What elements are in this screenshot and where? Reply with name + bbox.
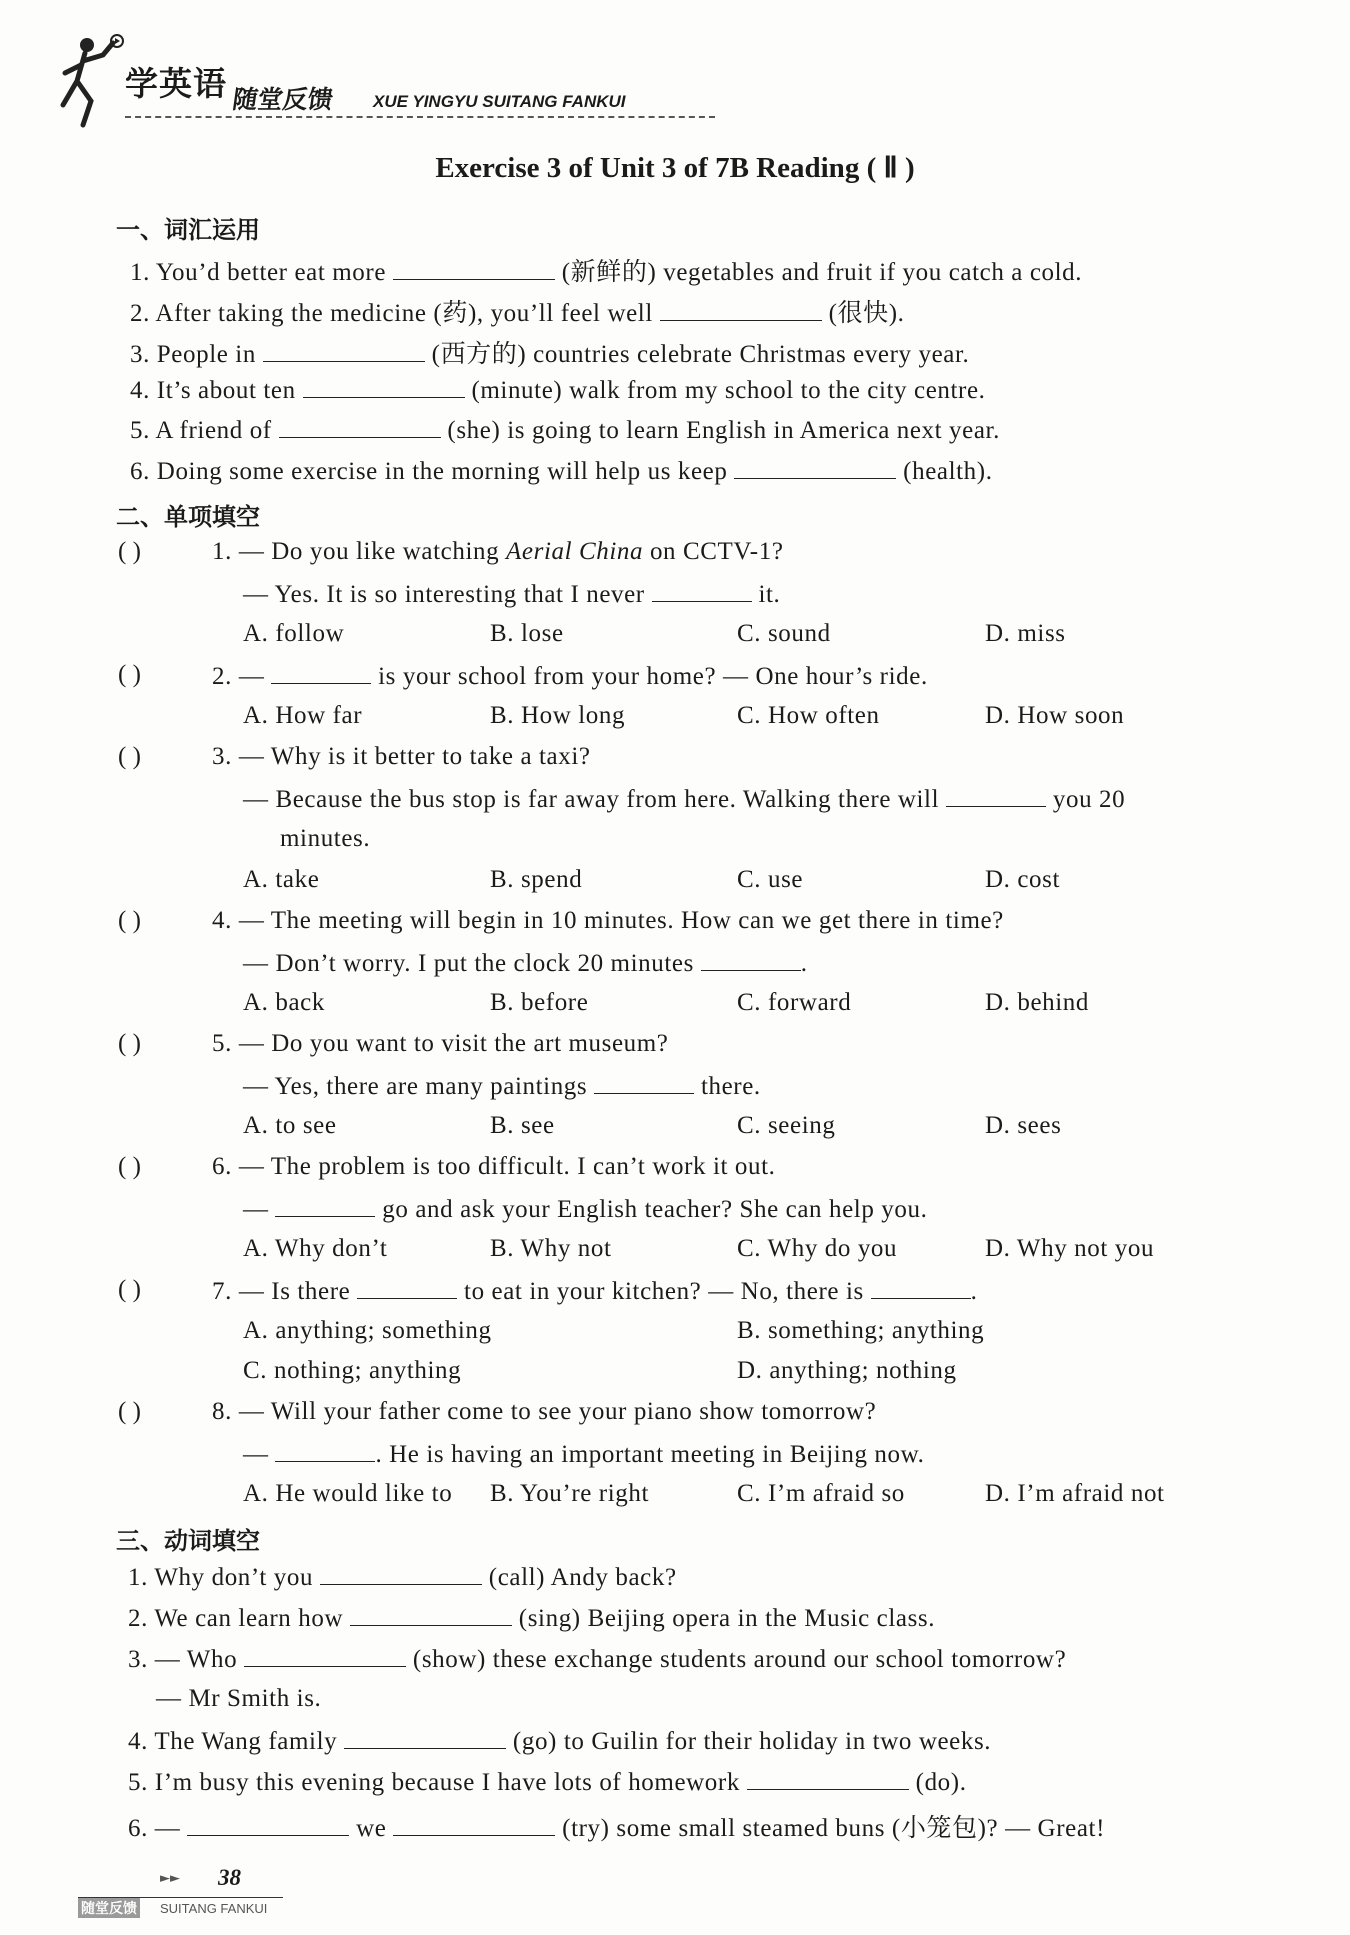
verb-item-4: 4. The Wang family (go) to Guilin for their holiday in two weeks. [128, 1728, 992, 1755]
mc-q5-line2: — Yes, there are many paintings there. [243, 1073, 761, 1100]
verb-item-2: 2. We can learn how (sing) Beijing opera in the Music class. [128, 1605, 936, 1632]
header-divider [125, 116, 715, 118]
mc-q8-option-b[interactable]: B. You’re right [490, 1480, 650, 1507]
answer-blank[interactable] [303, 375, 465, 398]
mc-q1-line1: 1. — Do you like watching Aerial China on CCTV-1? [212, 538, 784, 565]
mc-q2-option-b[interactable]: B. How long [490, 702, 626, 729]
section-heading-verb-fill: 三、动词填空 [116, 1527, 260, 1555]
mc-q8-option-d[interactable]: D. I’m afraid not [985, 1480, 1165, 1507]
vocab-item-2: 2. After taking the medicine (药), you’ll feel well (很快). [130, 300, 905, 327]
mc-q2-line1: 2. — is your school from your home? — One hour’s ride. [212, 663, 928, 690]
answer-blank[interactable] [275, 1194, 375, 1217]
mc-q5-option-b[interactable]: B. see [490, 1112, 555, 1139]
mc-q7-option-c[interactable]: C. nothing; anything [243, 1357, 462, 1384]
mc-q4-option-a[interactable]: A. back [243, 989, 325, 1016]
page-number: 38 [218, 1865, 241, 1890]
mc-q5-option-d[interactable]: D. sees [985, 1112, 1062, 1139]
answer-blank[interactable] [660, 298, 822, 321]
mc-q4-line1: 4. — The meeting will begin in 10 minutes. How can we get there in time? [212, 907, 1004, 934]
mc-q5-line1: 5. — Do you want to visit the art museum? [212, 1030, 669, 1057]
answer-blank[interactable] [652, 579, 752, 602]
mc-q6-line2: — go and ask your English teacher? She can help you. [243, 1196, 928, 1223]
mc-q7-line1: 7. — Is there to eat in your kitchen? — No, there is . [212, 1278, 978, 1305]
verb-item-5: 5. I’m busy this evening because I have lots of homework (do). [128, 1769, 967, 1796]
mc-q4-option-d[interactable]: D. behind [985, 989, 1089, 1016]
mc-q6-option-c[interactable]: C. Why do you [737, 1235, 898, 1262]
mc-q8-option-c[interactable]: C. I’m afraid so [737, 1480, 905, 1507]
section-heading-vocabulary: 一、词汇运用 [116, 216, 260, 244]
verb-item-3: 3. — Who (show) these exchange students around our school tomorrow? [128, 1646, 1067, 1673]
answer-blank[interactable] [946, 784, 1046, 807]
mc-q2-option-c[interactable]: C. How often [737, 702, 880, 729]
runner-figure-icon [55, 33, 125, 128]
mc-q4-option-c[interactable]: C. forward [737, 989, 852, 1016]
answer-blank[interactable] [701, 948, 801, 971]
mc-q7-option-d[interactable]: D. anything; nothing [737, 1357, 957, 1384]
answer-blank[interactable] [734, 456, 896, 479]
mc-q1-line2: — Yes. It is so interesting that I never it. [243, 581, 781, 608]
answer-blank[interactable] [275, 1439, 375, 1462]
answer-blank[interactable] [871, 1276, 971, 1299]
answer-blank[interactable] [271, 661, 371, 684]
answer-parentheses[interactable]: ( ) [118, 743, 141, 770]
mc-q7-option-a[interactable]: A. anything; something [243, 1317, 492, 1344]
mc-q3-option-d[interactable]: D. cost [985, 866, 1061, 893]
footer-label-cn: 随堂反馈 [78, 1898, 140, 1918]
answer-blank[interactable] [187, 1813, 349, 1836]
mc-q1-option-d[interactable]: D. miss [985, 620, 1066, 647]
mc-q3-option-a[interactable]: A. take [243, 866, 320, 893]
vocab-item-4: 4. It’s about ten (minute) walk from my school to the city centre. [130, 377, 986, 404]
mc-q1-option-b[interactable]: B. lose [490, 620, 564, 647]
mc-q8-option-a[interactable]: A. He would like to [243, 1480, 453, 1507]
mc-q2-option-d[interactable]: D. How soon [985, 702, 1125, 729]
mc-q3-option-c[interactable]: C. use [737, 866, 804, 893]
double-arrow-icon: ►► [160, 1871, 180, 1886]
mc-q1-option-c[interactable]: C. sound [737, 620, 831, 647]
answer-blank[interactable] [594, 1071, 694, 1094]
section-heading-multiple-choice: 二、单项填空 [116, 503, 260, 531]
page-title: Exercise 3 of Unit 3 of 7B Reading ( Ⅱ ) [435, 152, 915, 184]
answer-blank[interactable] [279, 415, 441, 438]
answer-blank[interactable] [244, 1644, 406, 1667]
mc-q2-option-a[interactable]: A. How far [243, 702, 363, 729]
answer-blank[interactable] [344, 1726, 506, 1749]
answer-parentheses[interactable]: ( ) [118, 1276, 141, 1303]
mc-q3-line3: minutes. [280, 825, 371, 852]
answer-blank[interactable] [393, 257, 555, 280]
vocab-item-1: 1. You’d better eat more (新鲜的) vegetables and fruit if you catch a cold. [130, 259, 1083, 286]
answer-parentheses[interactable]: ( ) [118, 907, 141, 934]
vocab-item-5: 5. A friend of (she) is going to learn English in America next year. [130, 417, 1000, 444]
mc-q5-option-a[interactable]: A. to see [243, 1112, 337, 1139]
verb-item-1: 1. Why don’t you (call) Andy back? [128, 1564, 677, 1591]
answer-parentheses[interactable]: ( ) [118, 1398, 141, 1425]
answer-parentheses[interactable]: ( ) [118, 1030, 141, 1057]
verb-item-6: 6. — we (try) some small steamed buns (小笼包)? — Great! [128, 1815, 1105, 1842]
mc-q4-line2: — Don’t worry. I put the clock 20 minutes . [243, 950, 808, 977]
mc-q1-option-a[interactable]: A. follow [243, 620, 345, 647]
header-title-cn: 学英语 [125, 64, 227, 103]
header-subtitle-en: XUE YINGYU SUITANG FANKUI [373, 92, 626, 111]
header-banner [55, 28, 675, 128]
vocab-item-6: 6. Doing some exercise in the morning will help us keep (health). [130, 458, 993, 485]
mc-q6-option-b[interactable]: B. Why not [490, 1235, 612, 1262]
answer-blank[interactable] [357, 1276, 457, 1299]
mc-q6-line1: 6. — The problem is too difficult. I can’t work it out. [212, 1153, 776, 1180]
vocab-item-3: 3. People in (西方的) countries celebrate Christmas every year. [130, 341, 970, 368]
mc-q3-line1: 3. — Why is it better to take a taxi? [212, 743, 591, 770]
mc-q8-line2: — . He is having an important meeting in Beijing now. [243, 1441, 925, 1468]
answer-parentheses[interactable]: ( ) [118, 661, 141, 688]
answer-blank[interactable] [393, 1813, 555, 1836]
answer-blank[interactable] [747, 1767, 909, 1790]
header-subtitle-cn: 随堂反馈 [230, 85, 335, 114]
mc-q8-line1: 8. — Will your father come to see your piano show tomorrow? [212, 1398, 877, 1425]
answer-parentheses[interactable]: ( ) [118, 538, 141, 565]
verb-item-3-answer: — Mr Smith is. [156, 1685, 322, 1712]
mc-q6-option-a[interactable]: A. Why don’t [243, 1235, 388, 1262]
mc-q4-option-b[interactable]: B. before [490, 989, 589, 1016]
footer-label-en: SUITANG FANKUI [160, 1901, 268, 1916]
answer-parentheses[interactable]: ( ) [118, 1153, 141, 1180]
mc-q7-option-b[interactable]: B. something; anything [737, 1317, 985, 1344]
answer-blank[interactable] [263, 339, 425, 362]
mc-q3-line2: — Because the bus stop is far away from here. Walking there will you 20 [243, 786, 1126, 813]
mc-q5-option-c[interactable]: C. seeing [737, 1112, 836, 1139]
answer-blank[interactable] [350, 1603, 512, 1626]
mc-q3-option-b[interactable]: B. spend [490, 866, 583, 893]
answer-blank[interactable] [320, 1562, 482, 1585]
mc-q6-option-d[interactable]: D. Why not you [985, 1235, 1155, 1262]
